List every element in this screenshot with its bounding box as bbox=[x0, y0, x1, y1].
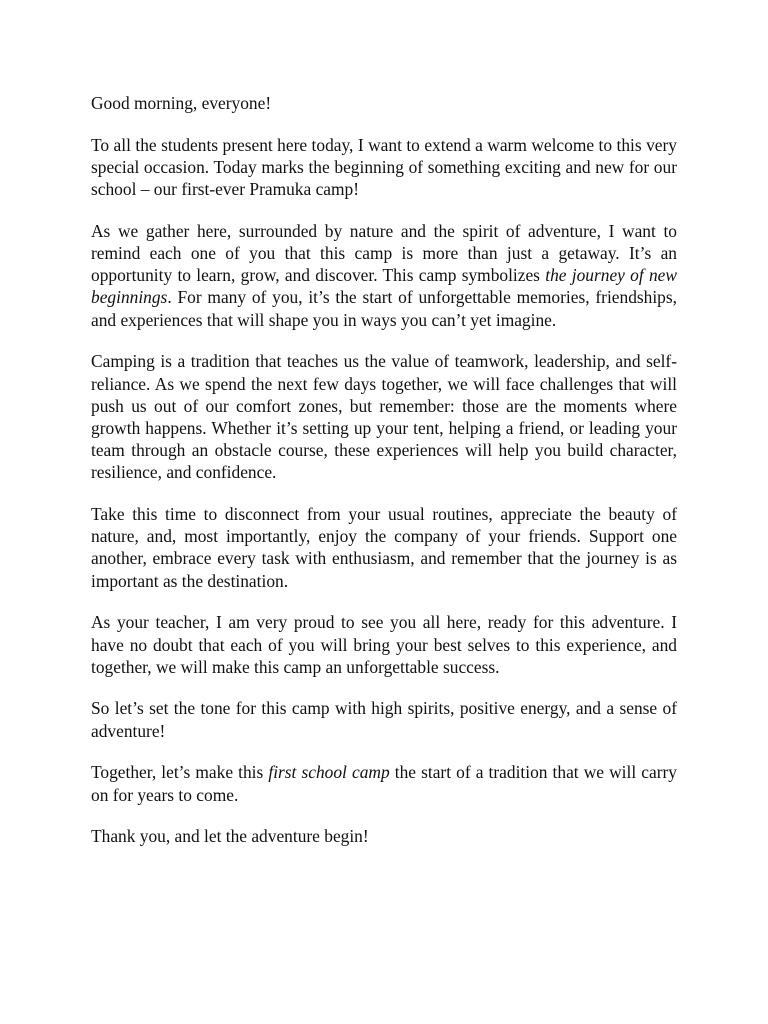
journey-paragraph bbox=[91, 220, 677, 331]
document-page bbox=[91, 92, 677, 867]
first-camp-paragraph bbox=[91, 761, 677, 805]
first-camp-emphasis: first school camp bbox=[268, 762, 390, 783]
first-camp-text-end: the start of a tradition that we will carry on for years to come. bbox=[91, 762, 677, 805]
closing-paragraph: Thank you, and let the adventure begin! bbox=[91, 826, 369, 847]
journey-text-start: As we gather here, surrounded by nature and the spirit of adventure, I want to remind each one of you that this camp is more than just a getaway. It’s an opportunity to learn, grow, and discover. This camp symbolizes bbox=[91, 220, 677, 286]
journey-emphasis: the journey of new beginnings bbox=[91, 265, 677, 308]
camping-tradition-paragraph: Camping is a tradition that teaches us the value of teamwork, leadership, and self-reliance. As we spend the next few days together, we will face challenges that will push us out of our comfort zones, but remember: those are the moments where growth happens. Whether it’s setting up your tent, helping a friend, or leading your team through an obstacle course, these experiences will help you build character, resilience, and confidence. bbox=[91, 351, 677, 483]
greeting-paragraph: Good morning, everyone! bbox=[91, 93, 272, 113]
disconnect-paragraph: Take this time to disconnect from your usual routines, appreciate the beauty of nature, and, most importantly, enjoy the company of your friends. Support one another, embrace every task with enthusiasm, and remember that the journey is as important as the destination. bbox=[91, 504, 677, 591]
first-camp-text-start: Together, let’s make this bbox=[91, 762, 269, 783]
journey-text-end: . For many of you, it’s the start of unforgettable memories, friendships, and experiences that will shape you in ways you can’t yet imagine. bbox=[91, 287, 677, 330]
welcome-paragraph: To all the students present here today, I want to extend a warm welcome to this very special occasion. Today marks the beginning of something exciting and new for our school – our first-ever Pramuka camp! bbox=[91, 134, 677, 200]
teacher-pride-paragraph: As your teacher, I am very proud to see you all here, ready for this adventure. I have no doubt that each of you will bring your best selves to this experience, and together, we will make this camp an unforgettable success. bbox=[91, 612, 677, 677]
set-the-tone-paragraph: So let’s set the tone for this camp with high spirits, positive energy, and a sense of adventure! bbox=[91, 698, 677, 741]
